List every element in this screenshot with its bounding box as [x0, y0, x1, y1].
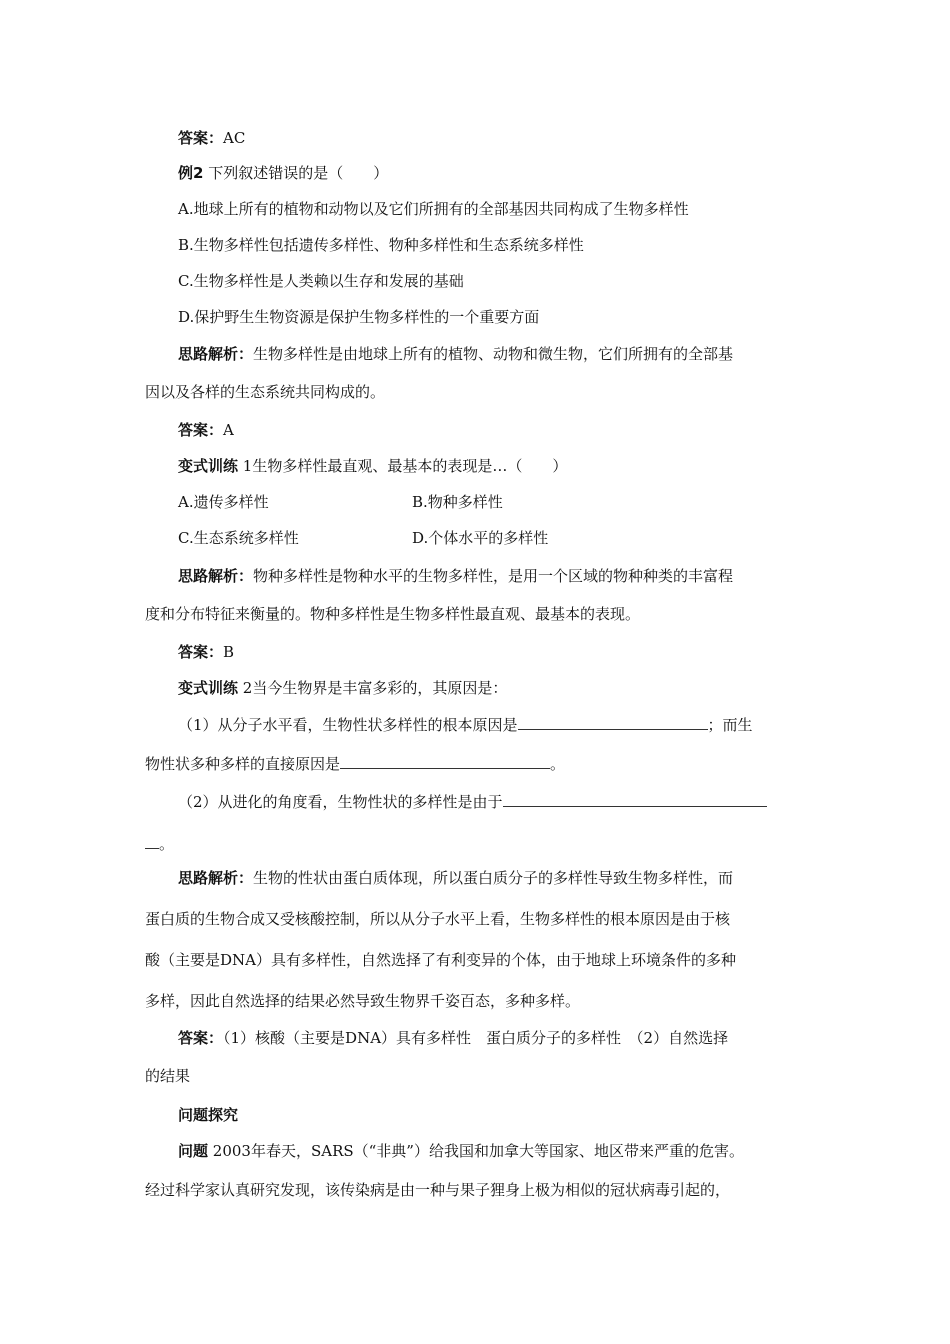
answer-line-3: [178, 642, 234, 662]
analysis-continuation: 酸（主要是DNA）具有多样性，自然选择了有利变异的个体，由于地球上环境条件的多种: [145, 951, 736, 969]
answer-value: B: [223, 643, 235, 661]
answer-value: AC: [223, 129, 246, 147]
variant-1-question: [178, 456, 567, 476]
analysis-text: 生物的性状由蛋白质体现，所以蛋白质分子的多样性导致生物多样性，而: [253, 869, 734, 887]
variant-label: 变式训练: [178, 457, 239, 475]
problem-line: [178, 1141, 744, 1161]
answer-label: 答案：: [178, 643, 224, 661]
analysis-label: 思路解析：: [178, 345, 254, 363]
analysis-label: 思路解析：: [178, 869, 254, 887]
option-d: D.保护野生生物资源是保护生物多样性的一个重要方面: [178, 308, 540, 326]
subquestion-1-tail: ；而生: [707, 716, 753, 734]
answer-continuation: 的结果: [145, 1067, 191, 1085]
analysis-continuation: 多样，因此自然选择的结果必然导致生物界千姿百态，多种多样。: [145, 992, 581, 1010]
analysis-line: [178, 344, 733, 364]
option-b: B.生物多样性包括遗传多样性、物种多样性和生态系统多样性: [178, 236, 584, 254]
variant-1-option-a: A.遗传多样性: [178, 493, 269, 511]
subquestion-1: [178, 715, 753, 735]
option-c: C.生物多样性是人类赖以生存和发展的基础: [178, 272, 464, 290]
variant-1-option-b: B.物种多样性: [412, 493, 503, 511]
subquestion-2-continuation: [145, 834, 174, 854]
problem-text: 2003年春天，SARS（“非典”）给我国和加拿大等国家、地区带来严重的危害。: [208, 1142, 744, 1160]
analysis-label: 思路解析：: [178, 567, 254, 585]
subquestion-2: [178, 792, 767, 812]
subquestion-1-end: 。: [550, 755, 566, 773]
answer-label: 答案：: [178, 1029, 224, 1047]
subquestion-1-text-2: 物性状多种多样的直接原因是: [145, 755, 341, 773]
answer-value: A: [223, 421, 234, 439]
analysis-line: [178, 868, 733, 888]
fill-blank-3-end[interactable]: [145, 834, 159, 849]
analysis-continuation: 因以及各样的生态系统共同构成的。: [145, 383, 386, 401]
variant-question-text: 1生物多样性最直观、最基本的表现是…（ ）: [238, 457, 568, 475]
example-2-question: [178, 163, 388, 183]
fill-blank-1[interactable]: [518, 715, 708, 730]
section-heading: 问题探究: [178, 1106, 239, 1124]
problem-label: 问题: [178, 1142, 209, 1160]
fill-blank-3[interactable]: [503, 792, 767, 807]
analysis-line: [178, 566, 733, 586]
answer-line-2: [178, 420, 234, 440]
analysis-text: 物种多样性是物种水平的生物多样性，是用一个区域的物种种类的丰富程: [253, 567, 734, 585]
subquestion-2-text: （2）从进化的角度看，生物性状的多样性是由于: [178, 793, 503, 811]
answer-label: 答案：: [178, 421, 224, 439]
variant-1-option-d: D.个体水平的多样性: [412, 529, 549, 547]
answer-value: （1）核酸（主要是DNA）具有多样性 蛋白质分子的多样性 （2）自然选择: [223, 1029, 729, 1047]
answer-line-4: [178, 1028, 728, 1048]
subquestion-2-end: 。: [159, 835, 175, 853]
example-question-text: 下列叙述错误的是（ ）: [203, 164, 389, 182]
analysis-continuation: 蛋白质的生物合成又受核酸控制，所以从分子水平上看，生物多样性的根本原因是由于核: [145, 910, 731, 928]
variant-1-option-c: C.生态系统多样性: [178, 529, 299, 547]
analysis-text: 生物多样性是由地球上所有的植物、动物和微生物，它们所拥有的全部基: [253, 345, 734, 363]
fill-blank-2[interactable]: [340, 754, 550, 769]
subquestion-1-continuation: [145, 754, 565, 774]
example-label: 例2: [178, 164, 204, 182]
answer-line-1: [178, 128, 245, 148]
variant-2-question: [178, 678, 507, 698]
option-a: A.地球上所有的植物和动物以及它们所拥有的全部基因共同构成了生物多样性: [178, 200, 689, 218]
subquestion-1-text: （1）从分子水平看，生物性状多样性的根本原因是: [178, 716, 518, 734]
variant-label: 变式训练: [178, 679, 239, 697]
answer-label: 答案：: [178, 129, 224, 147]
problem-continuation: 经过科学家认真研究发现，该传染病是由一种与果子狸身上极为相似的冠状病毒引起的，: [145, 1181, 731, 1199]
variant-question-text: 2当今生物界是丰富多彩的，其原因是：: [238, 679, 508, 697]
analysis-continuation: 度和分布特征来衡量的。物种多样性是生物多样性最直观、最基本的表现。: [145, 605, 641, 623]
